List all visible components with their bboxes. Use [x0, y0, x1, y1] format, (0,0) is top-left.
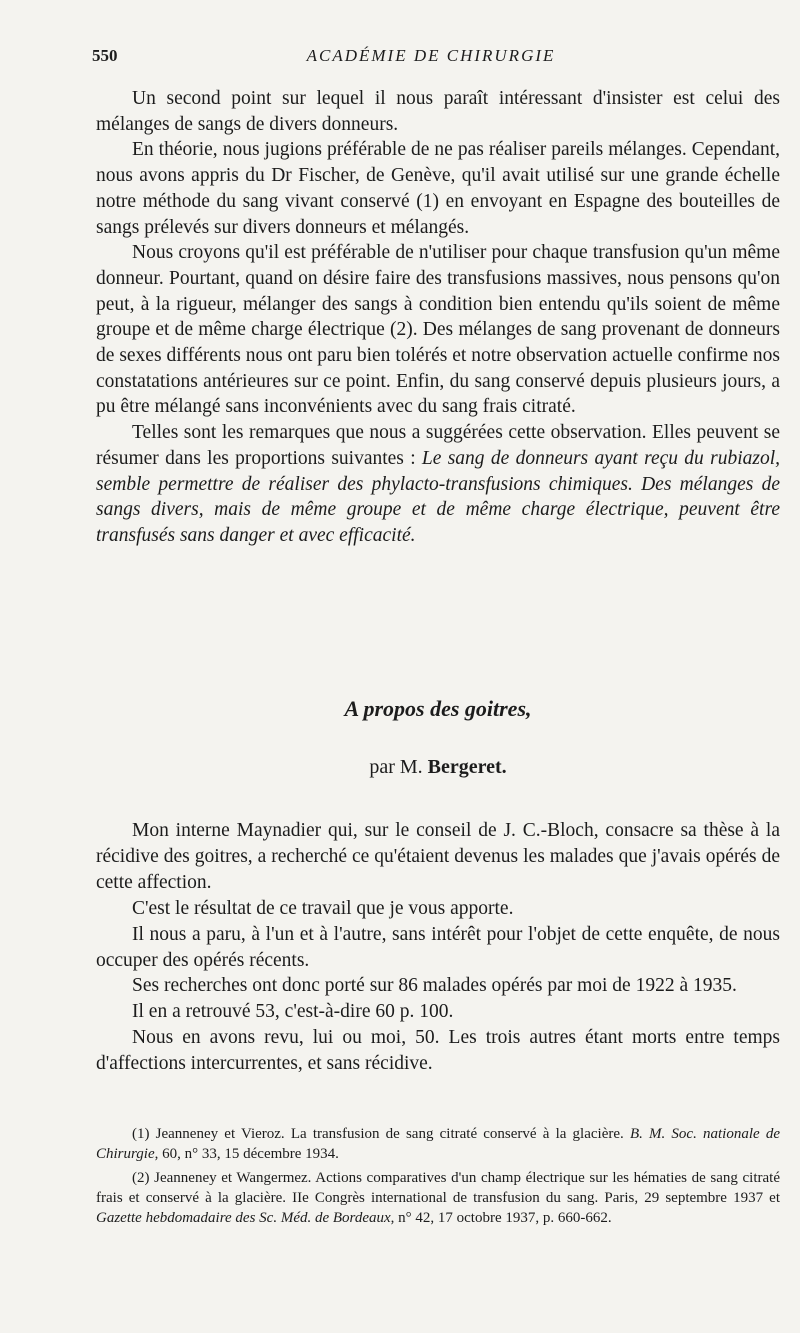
paragraph: Nous en avons revu, lui ou moi, 50. Les trois autres étant morts entre temps d'affections intercurrentes, et sans récidive.	[96, 1027, 780, 1075]
author-name: Bergeret.	[427, 756, 507, 778]
conclusion-intro: Telles sont les remarques que nous a suggérées cette observation. Elles peuvent se résumer dans les proportions suivantes :	[96, 422, 780, 469]
paragraph: En théorie, nous jugions préférable de ne pas réaliser pareils mélanges. Cependant, nous avons appris du Dr Fischer, de Genève, qu'il avait utilisé sur une grande échelle notre méthode du sang vivant conservé (1) en envoyant en Espagne des bouteilles de sangs prélevés sur divers donneurs et mélangés.	[96, 139, 780, 238]
paragraph: Mon interne Maynadier qui, sur le conseil de J. C.-Bloch, consacre sa thèse à la récidive des goitres, a recherché ce qu'étaient devenus les malades que j'avais opérés de cette affection.	[96, 820, 780, 893]
footnote-text: (2) Jeanneney et Wangermez. Actions comparatives d'un champ électrique sur les hématies de sang citraté frais et conservé à la glacière. IIe Congrès international de transfusion du sang. Paris, 29 septembre 1937 et	[96, 1169, 780, 1206]
article-title: A propos des goitres,	[344, 696, 532, 721]
transfusion-section	[96, 86, 780, 549]
paragraph: Nous croyons qu'il est préférable de n'utiliser pour chaque transfusion qu'un même donneur. Pourtant, quand on désire faire des transfusions massives, nous pensons qu'on peut, à la rigueur, mélanger des sangs à condition bien entendu qu'ils soient de même groupe et de même charge électrique (2). Des mélanges de sang provenant de donneurs de sexes différents nous ont paru bien tolérés et notre observation actuelle confirme nos constatations antérieures sur ce point. Enfin, du sang conservé depuis plusieurs jours, a pu être mélangé sans inconvénients avec du sang frais citraté.	[96, 242, 780, 418]
footnote-text: , 60, n° 33, 15 décembre 1934.	[154, 1146, 339, 1163]
footnote-1	[96, 1124, 780, 1165]
article-heading	[96, 696, 780, 779]
footnote-2	[96, 1168, 780, 1229]
paragraph: Un second point sur lequel il nous paraît intéressant d'insister est celui des mélanges de sangs de divers donneurs.	[96, 88, 780, 135]
paragraph: Il nous a paru, à l'un et à l'autre, sans intérêt pour l'objet de cette enquête, de nous occuper des opérés récents.	[96, 923, 780, 971]
footnote-source: B. M. Soc. nationale de Chirurgie	[96, 1126, 780, 1163]
page-header	[92, 46, 770, 72]
conclusion-italic: Le sang de donneurs ayant reçu du rubiazol, semble permettre de réaliser des phylacto-transfusions chimiques. Des mélanges de sangs divers, mais de même groupe et de même charge électrique, peuvent être transfusés sans danger et avec efficacité.	[96, 447, 780, 546]
footnotes	[96, 1124, 780, 1228]
footnote-source: Gazette hebdomadaire des Sc. Méd. de Bordeaux	[96, 1210, 391, 1227]
byline	[96, 756, 780, 779]
page-number: 550	[92, 46, 118, 65]
paragraph: Il en a retrouvé 53, c'est-à-dire 60 p. 100.	[132, 1001, 454, 1023]
footnote-text: (1) Jeanneney et Vieroz. La transfusion de sang citraté conservé à la glacière.	[132, 1126, 630, 1142]
byline-prefix: par M.	[369, 756, 428, 778]
paragraph: C'est le résultat de ce travail que je vous apporte.	[132, 897, 514, 919]
running-title: ACADÉMIE DE CHIRURGIE	[306, 46, 556, 65]
paragraph: Ses recherches ont donc porté sur 86 malades opérés par moi de 1922 à 1935.	[132, 975, 737, 997]
conclusion-paragraph	[96, 420, 780, 549]
goitre-section	[96, 818, 780, 1077]
footnote-text: , n° 42, 17 octobre 1937, p. 660-662.	[390, 1210, 612, 1227]
